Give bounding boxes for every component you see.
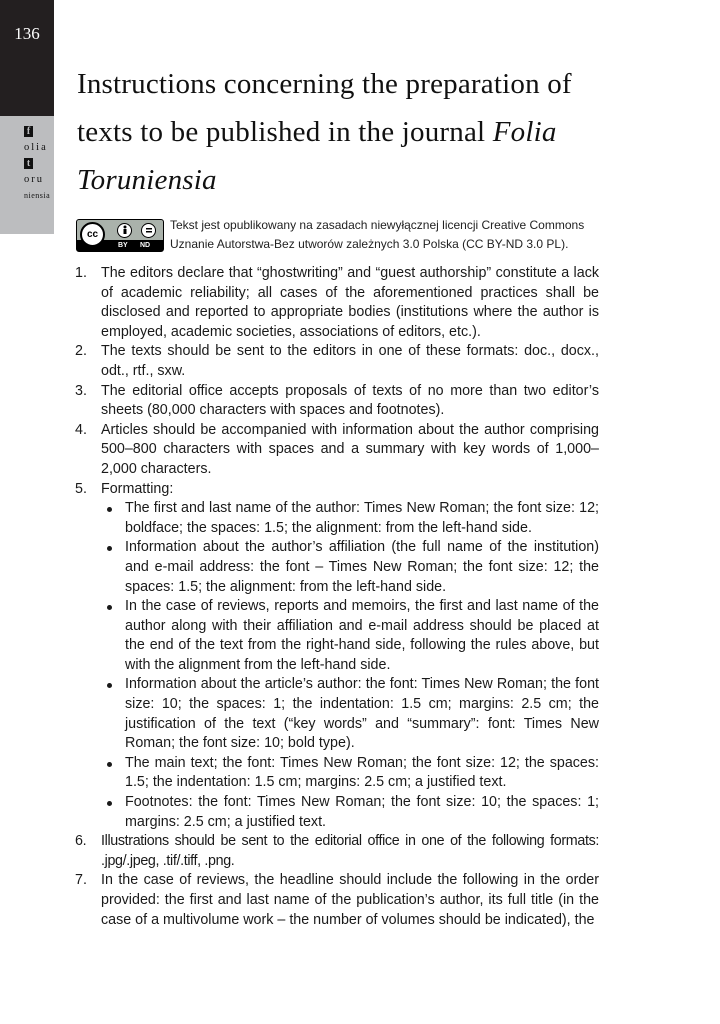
logo-rest-1: olia <box>24 142 48 153</box>
list-item <box>75 382 599 421</box>
bullet-text: Footnotes: the font: Times New Roman; the font size: 10; the spaces: 1; margins: 2.5 cm; a justified text. <box>125 794 599 830</box>
list-item <box>75 342 599 381</box>
cc-by-label: BY <box>118 242 128 249</box>
bullet-dot <box>107 605 112 610</box>
item-text: The editorial office accepts proposals of texts of no more than two editor’s sheets (80,000 characters with spaces and footnotes). <box>101 382 599 419</box>
license-block <box>76 216 606 256</box>
cc-logo-icon: cc <box>80 222 105 247</box>
item-text: The editors declare that “ghostwriting” and “guest authorship” constitute a lack of academic reliability; all cases of the aforementioned practices shall be disclosed and reported to appropriate bodies (institutions where the author is employed, academic societies, associations of editors, etc.). <box>101 265 599 340</box>
item-number: 3. <box>75 382 87 399</box>
bullet-dot <box>107 801 112 806</box>
sidebar-dark-band <box>0 0 54 116</box>
bullet-text: Information about the article’s author: the font: Times New Roman; the font size: 10; the spaces: 1; the indentation: 1.5 cm; margins: 2.5 cm; the justification of the text (“key words” and “summary”: font: Times New Roman; the font size: 10; bold type). <box>125 676 599 752</box>
page-number: 136 <box>14 24 40 43</box>
logo-cap-t: t <box>24 158 33 169</box>
title-italic-folia: Folia <box>492 116 557 148</box>
title-line-2: texts to be published in the journal <box>77 116 493 148</box>
cc-by-nd-badge[interactable] <box>76 219 164 252</box>
bullet-text: Information about the author’s affiliation (the full name of the institution) and e-mail address: the font – Times New Roman; the font size: 12; the spaces: 1.5; the alignment: from the left-hand side. <box>125 539 599 595</box>
bullet-text: In the case of reviews, reports and memoirs, the first and last name of the author along with their affiliation and e-mail address should be placed at the end of the text from the right-hand side, following the rules above, but with the alignment from the left-hand side. <box>125 598 599 673</box>
bullet-dot <box>107 507 112 512</box>
license-line-2: Uznanie Autorstwa-Bez utworów zależnych 3.0 Polska (CC BY-ND 3.0 PL). <box>170 237 569 251</box>
bullet-item <box>101 675 599 753</box>
equals-icon <box>141 223 156 238</box>
logo-line-1 <box>0 124 54 156</box>
bullet-item <box>101 597 599 675</box>
list-item <box>75 421 599 480</box>
page-title <box>77 60 637 204</box>
item-text: Formatting: <box>101 480 174 497</box>
item-number: 2. <box>75 343 87 360</box>
logo-rest-2: oru <box>24 174 44 185</box>
title-italic-toruniensia: Toruniensia <box>77 164 217 196</box>
license-line-1: Tekst jest opublikowany na zasadach niewyłącznej licencji Creative Commons <box>170 218 585 232</box>
formatting-bullets <box>101 499 599 832</box>
bullet-item <box>101 754 599 793</box>
bullet-item <box>101 538 599 597</box>
item-text: Articles should be accompanied with information about the author comprising 500–800 characters with spaces and a summary with key words of 1,000–2,000 characters. <box>101 421 599 477</box>
title-line-1: Instructions concerning the preparation of <box>77 68 572 100</box>
logo-line-3: niensia <box>24 191 51 200</box>
journal-logo <box>0 124 54 204</box>
list-item <box>75 832 599 871</box>
person-icon <box>117 223 132 238</box>
bullet-text: The main text; the font: Times New Roman; the font size: 12; the spaces: 1.5; the indentation: 1.5 cm; margins: 2.5 cm; a justified text. <box>125 754 599 791</box>
list-item <box>75 871 599 930</box>
item-text: The texts should be sent to the editors in one of these formats: doc., docx., odt., rtf., sxw. <box>101 343 599 379</box>
item-text: Illustrations should be sent to the editorial office in one of the following formats: .jpg/.jpeg, .tif/.tiff, .png. <box>101 833 599 869</box>
bullet-item <box>101 793 599 832</box>
item-number: 5. <box>75 480 87 497</box>
instructions-list <box>75 264 599 930</box>
item-number: 7. <box>75 872 87 889</box>
item-number: 6. <box>75 833 87 850</box>
bullet-text: The first and last name of the author: Times New Roman; the font size: 12; boldface; the spaces: 1.5; the alignment: from the left-hand side. <box>125 500 599 536</box>
logo-line-2 <box>0 156 54 188</box>
item-text: In the case of reviews, the headline should include the following in the order provided: the first and last name of the publication’s author, its full title (in the case of a multivolume work – the number of volumes should be indicated), the <box>101 872 599 928</box>
cc-nd-label: ND <box>140 242 151 249</box>
bullet-dot <box>107 683 112 688</box>
license-text <box>170 216 610 254</box>
logo-cap-f: f <box>24 126 33 137</box>
bullet-dot <box>107 762 112 767</box>
item-number: 1. <box>75 265 87 281</box>
bullet-dot <box>107 546 112 551</box>
list-item <box>75 480 599 833</box>
list-item <box>75 264 599 342</box>
item-number: 4. <box>75 421 87 438</box>
instructions-body <box>75 264 599 930</box>
bullet-item <box>101 499 599 538</box>
